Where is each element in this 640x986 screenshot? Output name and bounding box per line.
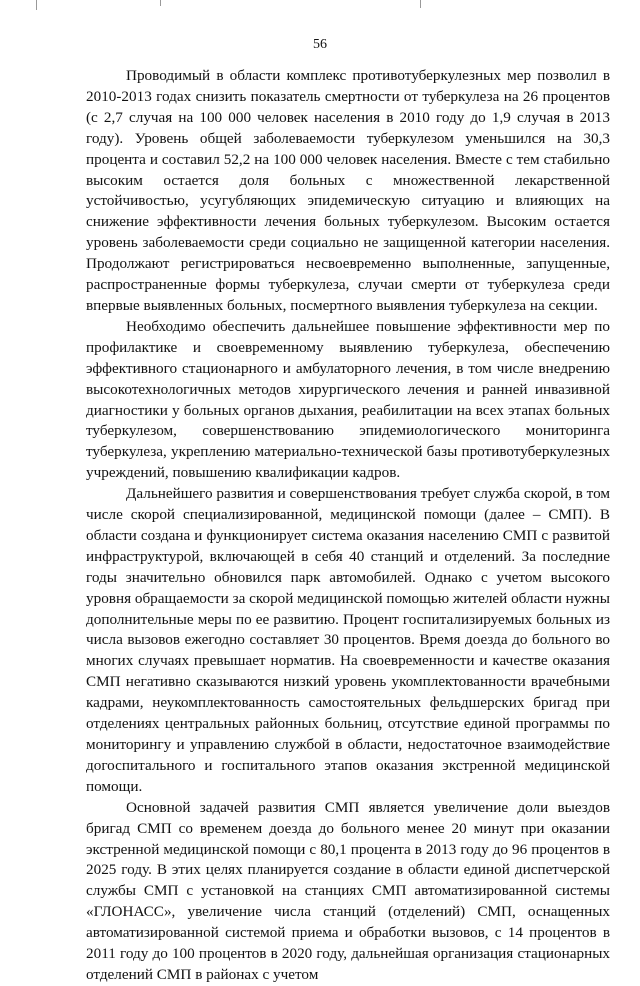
paragraph-tuberculosis-results: Проводимый в области комплекс противотуберкулезных мер позволил в 2010-2013 годах снизить показатель смертности от туберкулеза на 26 процентов (с 2,7 случая на 100 000 человек населения в 2010 году до 1,9 случая в 2013 году). Уровень общей заболеваемости туберкулезом уменьшился на 30,3 процента и составил 52,2 на 100 000 человек населения. Вместе с тем стабильно высоким остается доля больных с множественной лекарственной устойчивостью, усугубляющих эпидемическую ситуацию и влияющих на снижение эффективности лечения больных туберкулезом. Высоким остается уровень заболеваемости среди социально не защищенной категории населения. Продолжают регистрироваться несвоевременно выполненные, запущенные, распространенные формы туберкулеза, случаи смерти от туберкулеза среди впервые выявленных больных, посмертного выявления туберкулеза на секции.	[86, 67, 610, 314]
page-number: 56	[313, 37, 327, 52]
paragraph-emergency-service: Дальнейшего развития и совершенствования требует служба скорой, в том числе скорой специализированной, медицинской помощи (далее – СМП). В области создана и функционирует система оказания населению СМП с развитой инфраструктурой, включающей в себя 40 станций и отделений. За последние годы значительно обновился парк автомобилей. Однако с учетом высокого уровня обращаемости за скорой медицинской помощью жителей области нужны дополнительные меры по ее развитию. Процент госпитализируемых больных из числа вызовов ежегодно составляет 30 процентов. Время доезда до больного во многих случаях превышает норматив. На своевременности и качестве оказания СМП негативно сказываются низкий уровень укомплектованности врачебными кадрами, неукомплектованность самостоятельных фельдшерских бригад при отделениях центральных районных больниц, отсутствие единой программы по мониторингу и управлению службой в области, недостаточное взаимодействие догоспитального и госпитального этапов оказания экстренной медицинской помощи.	[86, 485, 610, 795]
scan-mark-center	[160, 0, 161, 6]
document-body	[86, 66, 610, 986]
paragraph-tuberculosis-measures: Необходимо обеспечить дальнейшее повышение эффективности мер по профилактике и своевременному выявлению туберкулеза, обеспечению эффективного стационарного и амбулаторного лечения, в том числе внедрению высокотехнологичных методов хирургического лечения и ранней инвазивной диагностики у больных органов дыхания, реабилитации на всех этапах больных туберкулезом, совершенствованию эпидемиологического мониторинга туберкулеза, укреплению материально-технической базы противотуберкулезных учреждений, повышению квалификации кадров.	[86, 317, 610, 482]
scan-mark-left	[36, 0, 37, 10]
scan-mark-right	[420, 0, 421, 8]
paragraph-emergency-goals: Основной задачей развития СМП является увеличение доли выездов бригад СМП со временем доезда до больного менее 20 минут при оказании экстренной медицинской помощи с 80,1 процента в 2013 году до 96 процентов в 2025 году. В этих целях планируется создание в области единой диспетчерской службы СМП с установкой на станциях СМП автоматизированной системы «ГЛОНАСС», увеличение числа станций (отделений) СМП, оснащенных автоматизированной системой приема и обработки вызовов, с 14 процентов в 2011 году до 100 процентов в 2020 году, дальнейшая организация стационарных отделений СМП в районах с учетом	[86, 798, 610, 983]
